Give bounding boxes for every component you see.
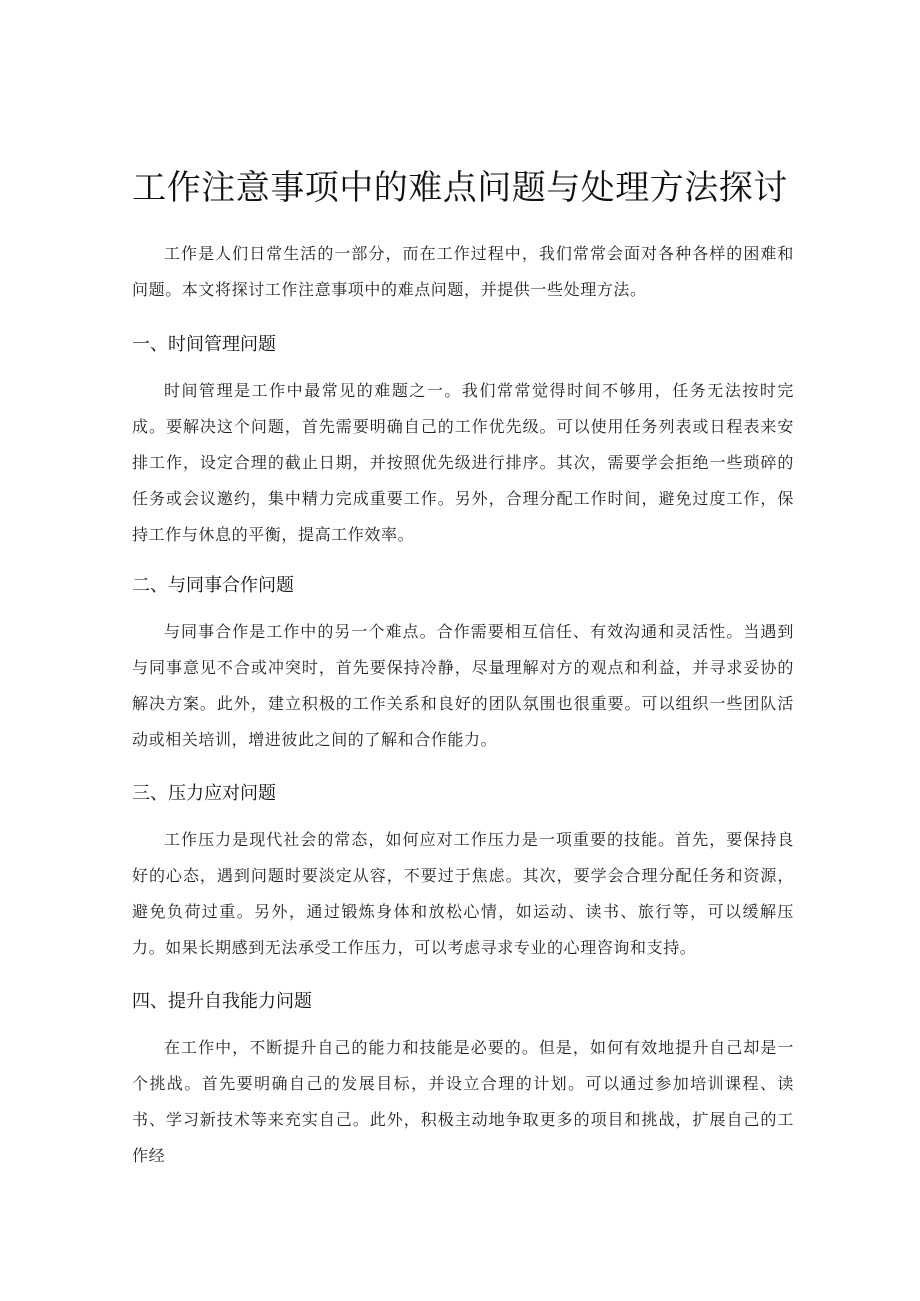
section-heading: 四、提升自我能力问题 bbox=[132, 991, 312, 1012]
section-stress bbox=[132, 782, 794, 966]
section-heading: 三、压力应对问题 bbox=[132, 783, 276, 804]
section-paragraph: 时间管理是工作中最常见的难题之一。我们常常觉得时间不够用，任务无法按时完成。要解决这个问题，首先需要明确自己的工作优先级。可以使用任务列表或日程表来安排工作，设定合理的截止日期，并按照优先级进行排序。其次，需要学会拒绝一些琐碎的任务或会议邀约，集中精力完成重要工作。另外，合理分配工作时间，避免过度工作，保持工作与休息的平衡，提高工作效率。 bbox=[132, 381, 794, 544]
section-paragraph: 工作压力是现代社会的常态，如何应对工作压力是一项重要的技能。首先，要保持良好的心态，遇到问题时要淡定从容，不要过于焦虑。其次，要学会合理分配任务和资源，避免负荷过重。另外，通过锻炼身体和放松心情，如运动、读书、旅行等，可以缓解压力。如果长期感到无法承受工作压力，可以考虑寻求专业的心理咨询和支持。 bbox=[132, 830, 794, 957]
section-heading: 二、与同事合作问题 bbox=[132, 575, 294, 596]
intro-section bbox=[132, 236, 794, 308]
section-heading: 一、时间管理问题 bbox=[132, 334, 276, 355]
section-collaboration bbox=[132, 574, 794, 758]
document-title: 工作注意事项中的难点问题与处理方法探讨 bbox=[132, 168, 788, 208]
section-paragraph: 在工作中，不断提升自己的能力和技能是必要的。但是，如何有效地提升自己却是一个挑战。首先要明确自己的发展目标，并设立合理的计划。可以通过参加培训课程、读书、学习新技术等来充实自己。此外，积极主动地争取更多的项目和挑战，扩展自己的工作经 bbox=[132, 1038, 794, 1165]
section-paragraph: 与同事合作是工作中的另一个难点。合作需要相互信任、有效沟通和灵活性。当遇到与同事意见不合或冲突时，首先要保持冷静，尽量理解对方的观点和利益，并寻求妥协的解决方案。此外，建立积极的工作关系和良好的团队氛围也很重要。可以组织一些团队活动或相关培训，增进彼此之间的了解和合作能力。 bbox=[132, 622, 794, 749]
intro-paragraph: 工作是人们日常生活的一部分，而在工作过程中，我们常常会面对各种各样的困难和问题。本文将探讨工作注意事项中的难点问题，并提供一些处理方法。 bbox=[132, 244, 794, 299]
section-time-management bbox=[132, 333, 794, 553]
section-self-improvement bbox=[132, 990, 794, 1174]
